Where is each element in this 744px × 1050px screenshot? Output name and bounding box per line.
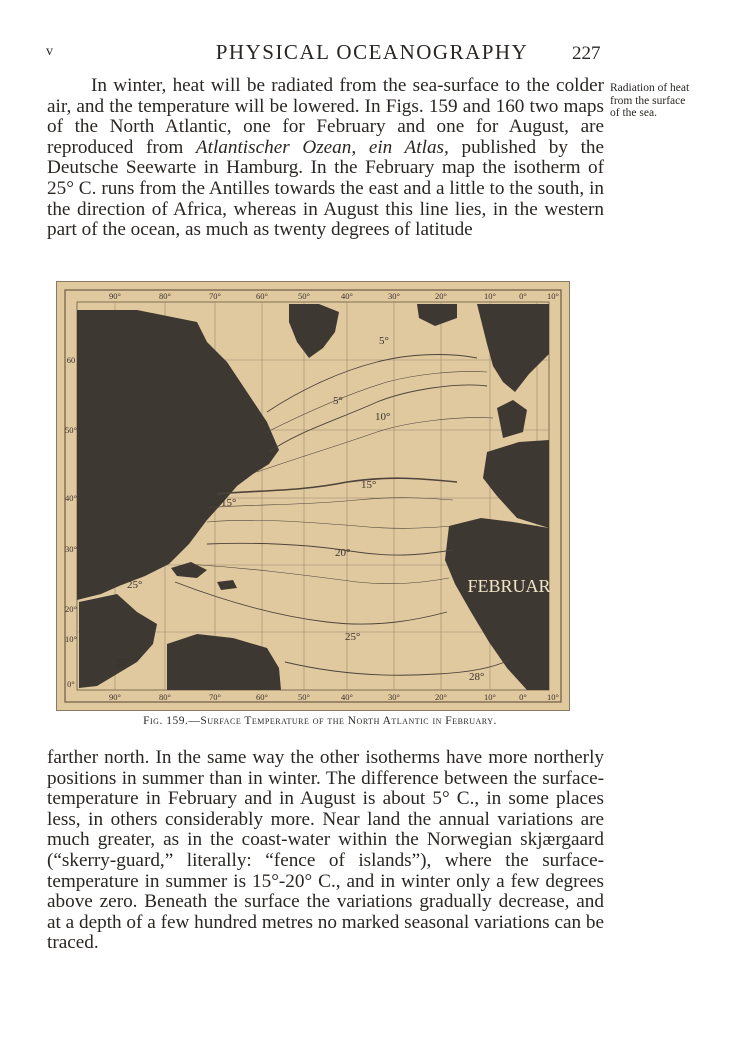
- lon-top-10: 10°: [547, 291, 559, 301]
- lon-top-6: 30°: [388, 291, 400, 301]
- isotherm-20: [207, 543, 453, 555]
- lon-bottom-3: 60°: [256, 692, 268, 702]
- isotherm-label-20: 20°: [335, 547, 351, 559]
- isotherm-label-25: 25°: [127, 579, 143, 591]
- lon-top-7: 20°: [435, 291, 447, 301]
- isotherm-15: [217, 478, 457, 494]
- lon-bottom-2: 70°: [209, 692, 221, 702]
- lon-bottom-1: 80°: [159, 692, 171, 702]
- lon-bottom-10: 10°: [547, 692, 559, 702]
- europe: [483, 440, 549, 528]
- paragraph-1-text-a: In winter, heat will be radiated from the sea-surface to the colder air, and the temperature will be lowered. In Figs. 159 and 160 two maps of the North Atlantic, one for February and one for August, are reproduced from: [47, 75, 604, 158]
- lon-top-8: 10°: [484, 291, 496, 301]
- margin-note: Radiation of heat from the surface of the sea.: [610, 82, 690, 119]
- isotherm-5: [267, 355, 477, 412]
- isotherm-label-28: 28°: [469, 671, 485, 683]
- running-title: PHYSICAL OCEANOGRAPHY: [215, 40, 529, 64]
- scandinavia: [477, 304, 549, 392]
- atlas-title: Atlantischer Ozean, ein Atlas,: [195, 136, 449, 158]
- map-label: FEBRUAR: [467, 576, 551, 596]
- isotherm-25: [175, 582, 447, 624]
- isotherm-label-5b: 5°: [333, 395, 343, 407]
- figure-map: [56, 281, 570, 711]
- isotherm-aux-1: [207, 498, 453, 508]
- lon-bottom-9: 0°: [519, 692, 527, 702]
- longitude-labels-bottom: [109, 692, 559, 702]
- latitude-labels-left: [65, 355, 77, 689]
- lon-top-1: 80°: [159, 291, 171, 301]
- paragraph-1: [47, 76, 604, 241]
- central-america: [79, 594, 157, 688]
- lon-top-2: 70°: [209, 291, 221, 301]
- greenland: [289, 304, 339, 358]
- lon-bottom-8: 10°: [484, 692, 496, 702]
- lat-left-1: 50°: [65, 425, 77, 435]
- paragraph-1-text-b: published by the Deutsche Seewarte in Hamburg. In the February map the isotherm of 25° C. runs from the Antilles towards the east and a little to the south, in the direction of Africa, whereas in August this line lies, in the western part of the ocean, as much as twenty degrees of latitude: [47, 136, 605, 241]
- isotherm-label-5: 5°: [379, 335, 389, 347]
- british-isles: [497, 400, 527, 438]
- signature-mark: v: [46, 44, 53, 59]
- lat-left-2: 40°: [65, 493, 77, 503]
- svalbard: [417, 304, 457, 326]
- lon-bottom-0: 90°: [109, 692, 121, 702]
- lat-left-3: 30°: [65, 544, 77, 554]
- isotherm-label-15: 15°: [361, 479, 377, 491]
- isotherm-label-25c: 25°: [115, 657, 131, 669]
- lon-top-9: 0°: [519, 291, 527, 301]
- lon-top-5: 40°: [341, 291, 353, 301]
- lat-left-4: 20°: [65, 604, 77, 614]
- lon-bottom-7: 20°: [435, 692, 447, 702]
- isotherm-aux-2: [207, 520, 453, 528]
- page-number: 227: [572, 43, 601, 64]
- lon-bottom-6: 30°: [388, 692, 400, 702]
- lon-top-3: 60°: [256, 291, 268, 301]
- africa: [445, 518, 549, 690]
- lat-left-5: 10°: [65, 634, 77, 644]
- south-america: [167, 634, 281, 690]
- isotherm-map-svg: [57, 282, 569, 710]
- isotherm-label-15b: 15°: [221, 497, 237, 509]
- hispaniola: [217, 580, 237, 590]
- paragraph-2-text: farther north. In the same way the other isotherms have more northerly positions in summer than in winter. The difference between the surface-temperature in February and in August is about 5° C., in some places less, in others considerably more. Near land the annual variations are much greater, as in the coast-water within the Norwegian skjærgaard (“skerry-guard,” literally: “fence of islands”), where the surface-temperature in summer is 15°-20° C., and in winter only a few degrees above zero. Beneath the surface the variations gradually decrease, and at a depth of a few hundred metres no marked seasonal variations can be traced.: [47, 747, 604, 954]
- lon-bottom-4: 50°: [298, 692, 310, 702]
- paragraph-2: [47, 748, 604, 954]
- lon-top-4: 50°: [298, 291, 310, 301]
- isotherm-label-25b: 25°: [345, 631, 361, 643]
- isotherm-aux-3: [187, 564, 449, 584]
- isotherm-label-10: 10°: [375, 411, 391, 423]
- lat-left-0: 60: [66, 355, 76, 365]
- figure-caption: Fig. 159.—Surface Temperature of the North Atlantic in February.: [143, 715, 497, 727]
- lon-bottom-5: 40°: [341, 692, 353, 702]
- lon-top-0: 90°: [109, 291, 121, 301]
- longitude-labels-top: [109, 291, 559, 301]
- lat-left-6: 0°: [67, 679, 75, 689]
- isotherm-aux-5: [257, 418, 493, 472]
- north-america: [77, 310, 279, 600]
